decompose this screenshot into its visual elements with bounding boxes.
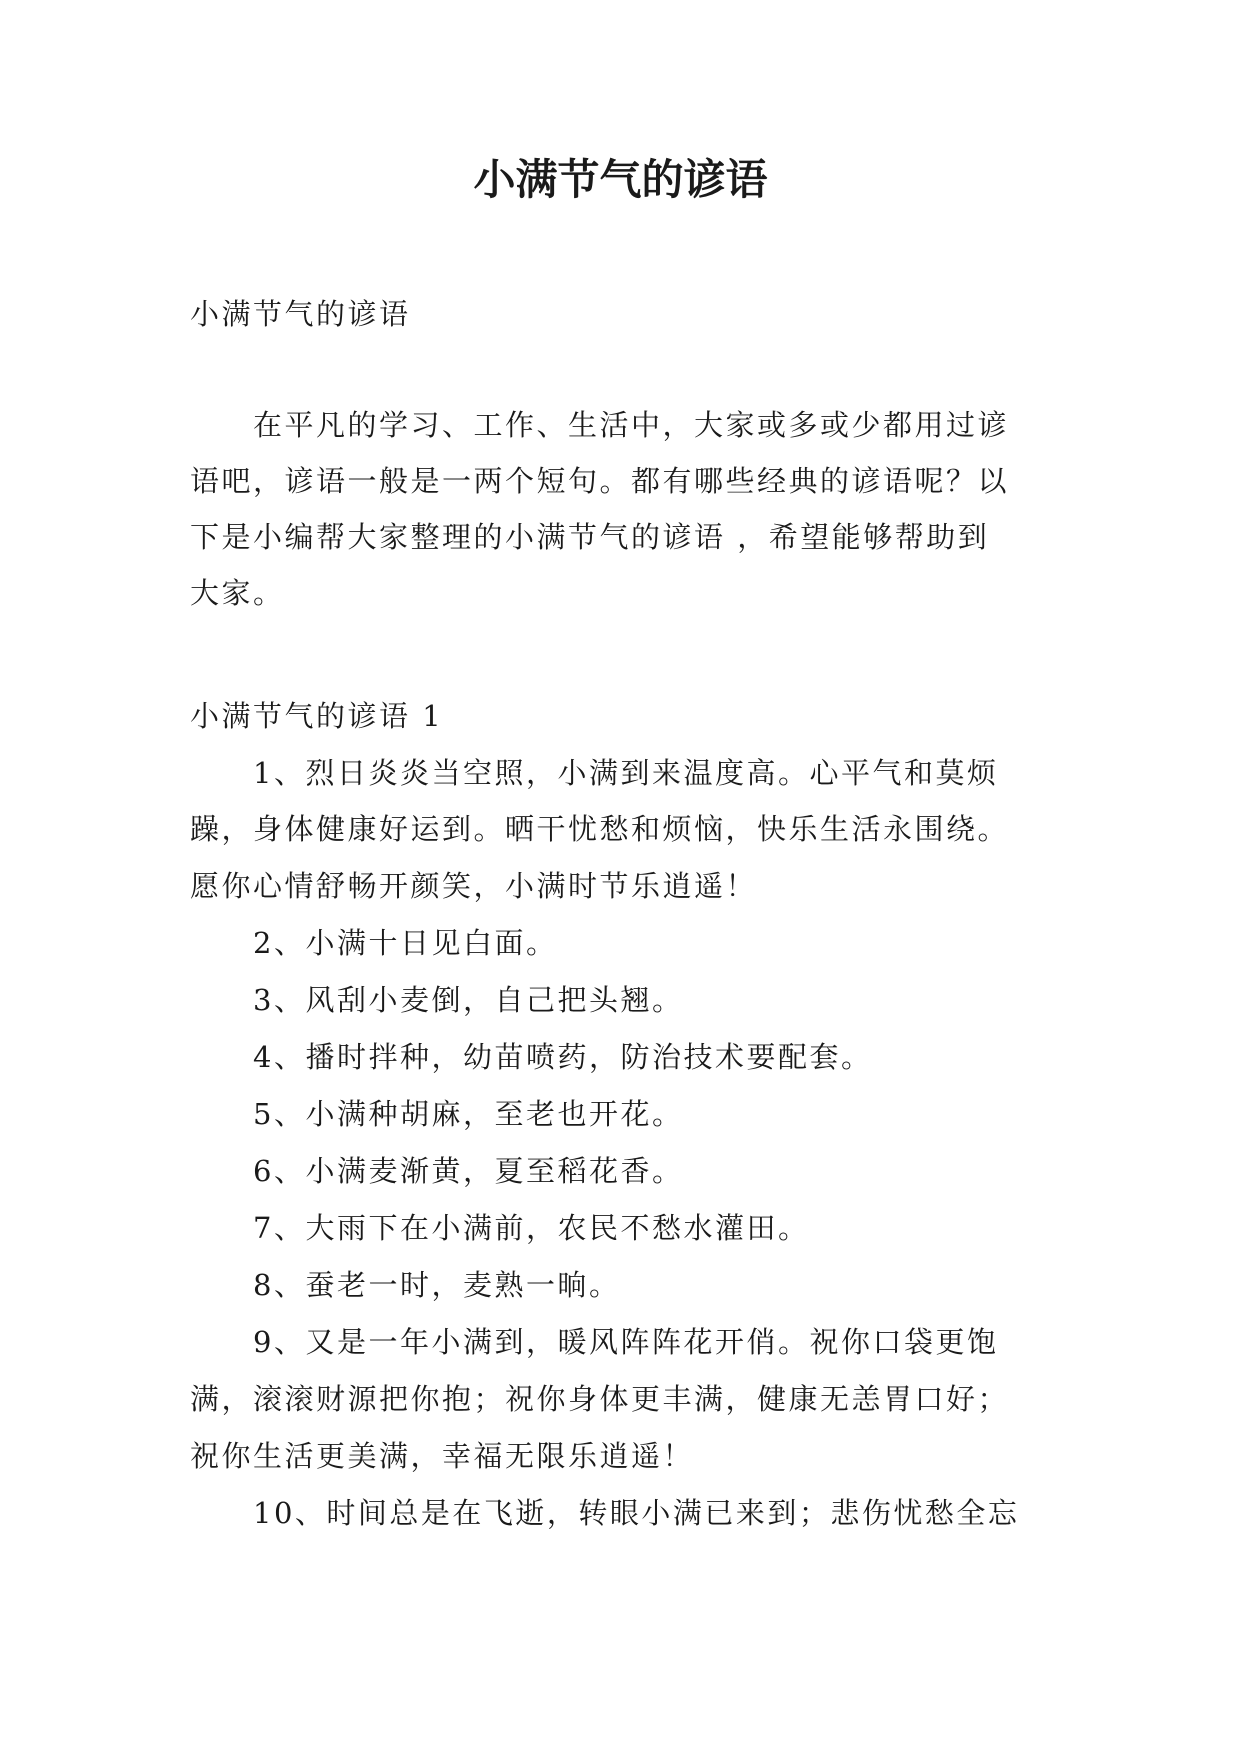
intro-line-2: 语吧，谚语一般是一两个短句。都有哪些经典的谚语呢？以 <box>190 464 1010 498</box>
item-line-13: 祝你生活更美满，幸福无限乐逍遥！ <box>190 1439 695 1473</box>
intro-line-1: 在平凡的学习、工作、生活中，大家或多或少都用过谚 <box>253 408 1010 442</box>
item-line-2: 躁，身体健康好运到。晒干忧愁和烦恼，快乐生活永围绕。 <box>190 812 1010 846</box>
item-line-1: 1、烈日炎炎当空照，小满到来温度高。心平气和莫烦 <box>253 756 999 790</box>
item-line-10: 8、蚕老一时，麦熟一晌。 <box>253 1268 621 1302</box>
document-subtitle: 小满节气的谚语 <box>190 297 411 331</box>
item-line-8: 6、小满麦渐黄，夏至稻花香。 <box>253 1154 684 1188</box>
item-line-6: 4、播时拌种，幼苗喷药，防治技术要配套。 <box>253 1040 873 1074</box>
item-line-5: 3、风刮小麦倒，自己把头翘。 <box>253 983 684 1017</box>
item-line-7: 5、小满种胡麻，至老也开花。 <box>253 1097 684 1131</box>
item-line-9: 7、大雨下在小满前，农民不愁水灌田。 <box>253 1211 810 1245</box>
item-line-3: 愿你心情舒畅开颜笑，小满时节乐逍遥！ <box>190 869 758 903</box>
item-line-12: 满，滚滚财源把你抱；祝你身体更丰满，健康无恙胃口好； <box>190 1382 1010 1416</box>
intro-line-3: 下是小编帮大家整理的小满节气的谚语 ，希望能够帮助到 <box>190 520 990 554</box>
document-title: 小满节气的谚语 <box>473 155 768 204</box>
item-line-14: 10、时间总是在飞逝，转眼小满已来到；悲伤忧愁全忘 <box>253 1496 1020 1530</box>
section-heading: 小满节气的谚语 1 <box>190 699 444 733</box>
intro-line-4: 大家。 <box>190 576 285 610</box>
item-line-4: 2、小满十日见白面。 <box>253 926 558 960</box>
item-line-11: 9、又是一年小满到，暖风阵阵花开俏。祝你口袋更饱 <box>253 1325 999 1359</box>
